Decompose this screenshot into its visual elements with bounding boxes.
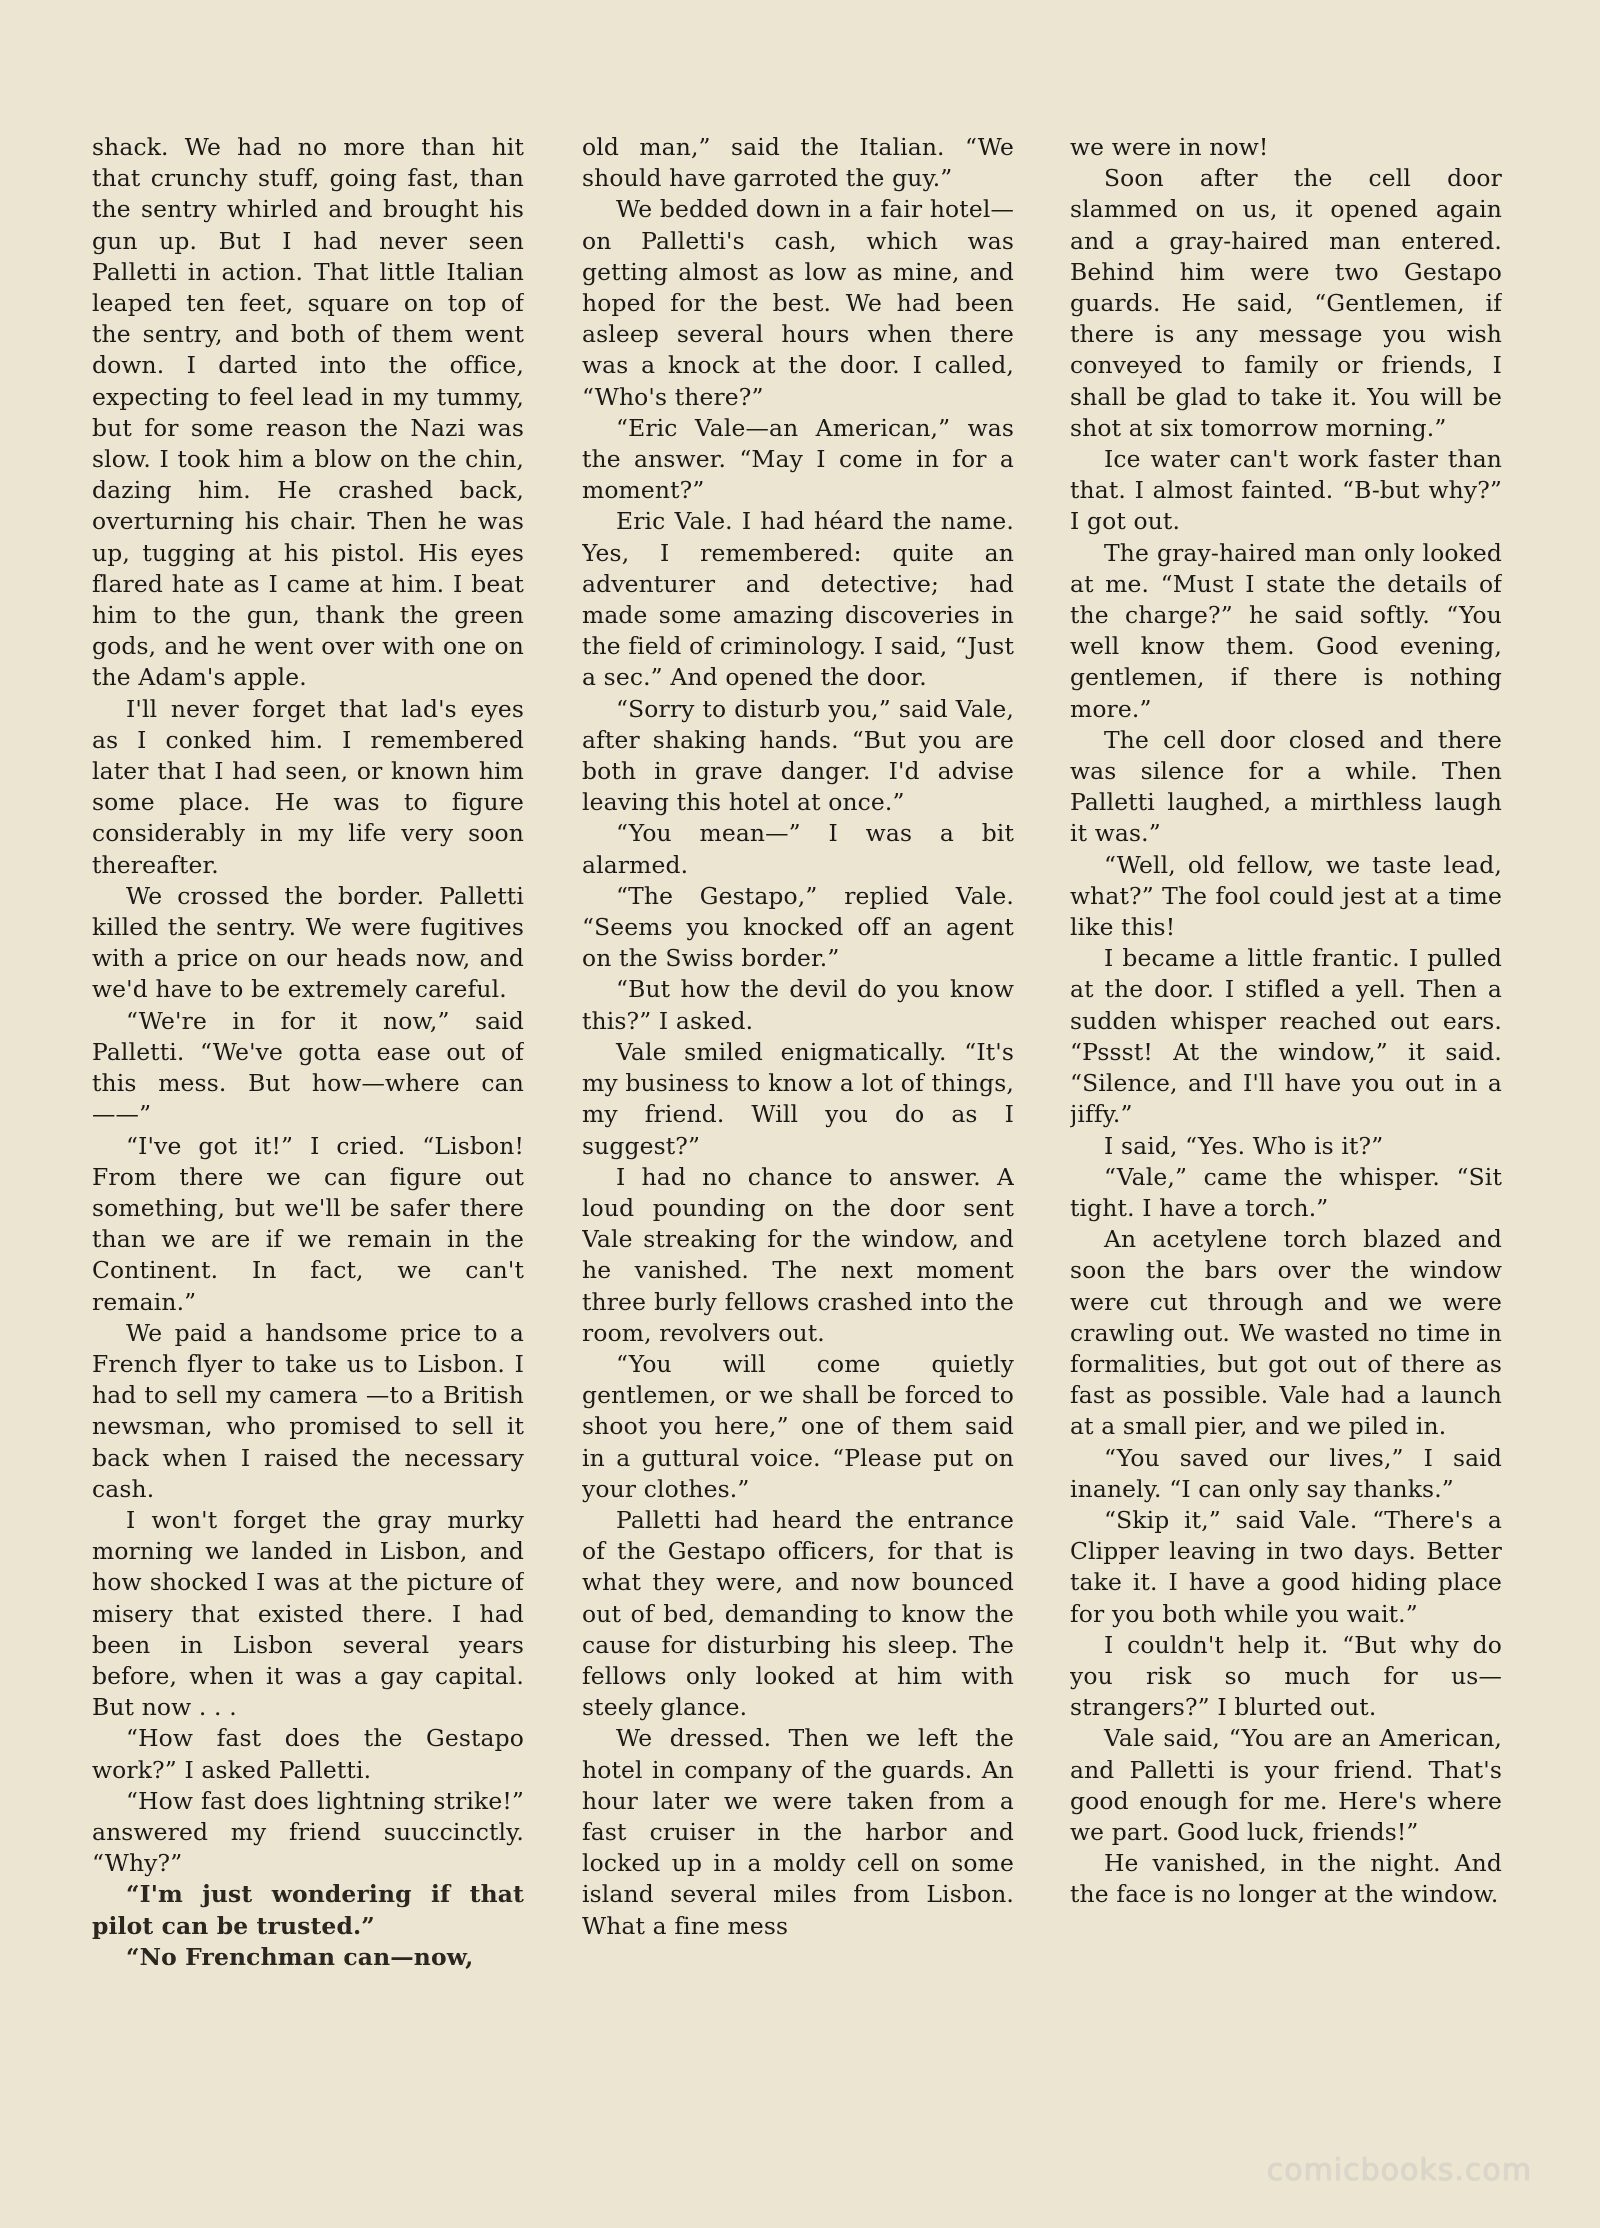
paragraph: The gray-haired man only looked at me. “Must I state the details of the charge?” he said softly. “You well know them. Good evening, gentlemen, if there is nothing more.” xyxy=(1070,538,1502,723)
paragraph: Soon after the cell door slammed on us, it opened again and a gray-haired man entered. Behind him were two Gestapo guards. He said, “Gentlemen, if there is any message you wish conveyed to family or friends, I shall be glad to take it. You will be shot at six tomorrow morning.” xyxy=(1070,164,1502,442)
text-column-1 xyxy=(92,132,524,2132)
paragraph: “We're in for it now,” said Palletti. “We've gotta ease out of this mess. But how—where can——” xyxy=(92,1006,524,1129)
paragraph: “Eric Vale—an American,” was the answer. “May I come in for a moment?” xyxy=(582,413,1014,505)
paragraph: “The Gestapo,” replied Vale. “Seems you knocked off an agent on the Swiss border.” xyxy=(582,881,1014,973)
paragraph: I said, “Yes. Who is it?” xyxy=(1104,1131,1384,1160)
paragraph: The cell door closed and there was silence for a while. Then Palletti laughed, a mirthless laugh it was.” xyxy=(1070,725,1502,848)
paragraph: “How fast does the Gestapo work?” I asked Palletti. xyxy=(92,1724,524,1784)
paragraph: I became a little frantic. I pulled at the door. I stifled a yell. Then a sudden whisper reached out ears. “Pssst! At the window,” it said. “Silence, and I'll have you out in a jiffy.” xyxy=(1070,944,1502,1129)
paragraph: Ice water can't work faster than that. I almost fainted. “B-but why?” I got out. xyxy=(1070,445,1502,536)
paragraph: I couldn't help it. “But why do you risk so much for us—strangers?” I blurted out. xyxy=(1070,1630,1502,1722)
paragraph: I had no chance to answer. A loud pounding on the door sent Vale streaking for the window, and he vanished. The next moment three burly fellows crashed into the room, revolvers out. xyxy=(582,1162,1014,1347)
paragraph: I'll never forget that lad's eyes as I conked him. I remembered later that I had seen, or known him some place. He was to figure considerably in my life very soon thereafter. xyxy=(92,694,524,879)
paragraph: “Well, old fellow, we taste lead, what?” The fool could jest at a time like this! xyxy=(1070,850,1502,942)
paragraph: Vale said, “You are an American, and Palletti is your friend. That's good enough for me. Here's where we part. Good luck, friends!” xyxy=(1070,1724,1502,1846)
paragraph: “You mean—” I was a bit alarmed. xyxy=(582,819,1014,879)
paragraph: shack. We had no more than hit that crunchy stuff, going fast, than the sentry whirled and brought his gun up. But I had never seen Palletti in action. That little Italian leaped ten feet, square on top of the sentry, and both of them went down. I darted into the office, expecting to feel lead in my tummy, but for some reason the Nazi was slow. I took him a blow on the chin, dazing him. He crashed back, overturning his chair. Then he was up, tugging at his pistol. His eyes flared hate as I came at him. I beat him to the gun, thank the green gods, and he went over with one on the Adam's apple. xyxy=(92,133,524,692)
paragraph: We bedded down in a fair hotel—on Palletti's cash, which was getting almost as low as mine, and hoped for the best. We had been asleep several hours when there was a knock at the door. I called, “Who's there?” xyxy=(582,195,1014,411)
paragraph: “Skip it,” said Vale. “There's a Clipper leaving in two days. Better take it. I have a good hiding place for you both while you wait.” xyxy=(1070,1505,1502,1628)
paragraph: “No Frenchman can—now, xyxy=(126,1942,474,1971)
paragraph: Eric Vale. I had héard the name. Yes, I remembered: quite an adventurer and detective; had made some amazing discoveries in the field of criminology. I said, “Just a sec.” And opened the door. xyxy=(582,507,1014,692)
paragraph: Palletti had heard the entrance of the Gestapo officers, for that is what they were, and now bounced out of bed, demanding to know the cause for disturbing his sleep. The fellows only looked at him with steely glance. xyxy=(582,1505,1014,1722)
paragraph: Vale smiled enigmatically. “It's my business to know a lot of things, my friend. Will you do as I suggest?” xyxy=(582,1037,1014,1160)
text-column-2 xyxy=(582,132,1014,2132)
paragraph: old man,” said the Italian. “We should have garroted the guy.” xyxy=(582,133,1014,193)
paragraph: We paid a handsome price to a French flyer to take us to Lisbon. I had to sell my camera —to a British newsman, who promised to sell it back when I raised the necessary cash. xyxy=(92,1318,524,1503)
text-column-3 xyxy=(1070,132,1502,2132)
paragraph: We crossed the border. Palletti killed the sentry. We were fugitives with a price on our heads now, and we'd have to be extremely careful. xyxy=(92,881,524,1004)
paragraph: “Vale,” came the whisper. “Sit tight. I have a torch.” xyxy=(1070,1162,1502,1222)
paragraph: “But how the devil do you know this?” I asked. xyxy=(582,975,1014,1035)
paragraph: We dressed. Then we left the hotel in company of the guards. An hour later we were taken from a fast cruiser in the harbor and locked up in a moldy cell on some island several miles from Lisbon. What a fine mess xyxy=(582,1724,1014,1940)
paragraph: we were in now! xyxy=(1070,133,1269,161)
paragraph: “I've got it!” I cried. “Lisbon! From there we can figure out something, but we'll be safer there than we are if we remain in the Continent. In fact, we can't remain.” xyxy=(92,1131,524,1316)
paragraph: “You saved our lives,” I said inanely. “I can only say thanks.” xyxy=(1070,1443,1502,1503)
paragraph: “I'm just wondering if that pilot can be trusted.” xyxy=(92,1880,524,1940)
watermark-text: comicbooks.com xyxy=(1266,2153,1532,2188)
paragraph: I won't forget the gray murky morning we landed in Lisbon, and how shocked I was at the picture of misery that existed there. I had been in Lisbon several years before, when it was a gay capital. But now . . . xyxy=(92,1505,524,1722)
paragraph: “How fast does lightning strike!” answered my friend suuccinctly. “Why?” xyxy=(92,1786,524,1878)
paragraph: “You will come quietly gentlemen, or we shall be forced to shoot you here,” one of them said in a guttural voice. “Please put on your clothes.” xyxy=(582,1349,1014,1503)
paragraph: “Sorry to disturb you,” said Vale, after shaking hands. “But you are both in grave danger. I'd advise leaving this hotel at once.” xyxy=(582,694,1014,817)
paragraph: He vanished, in the night. And the face is no longer at the window. xyxy=(1070,1849,1502,1909)
paragraph: An acetylene torch blazed and soon the bars over the window were cut through and we were crawling out. We wasted no time in formalities, but got out of there as fast as possible. Vale had a launch at a small pier, and we piled in. xyxy=(1070,1225,1502,1441)
